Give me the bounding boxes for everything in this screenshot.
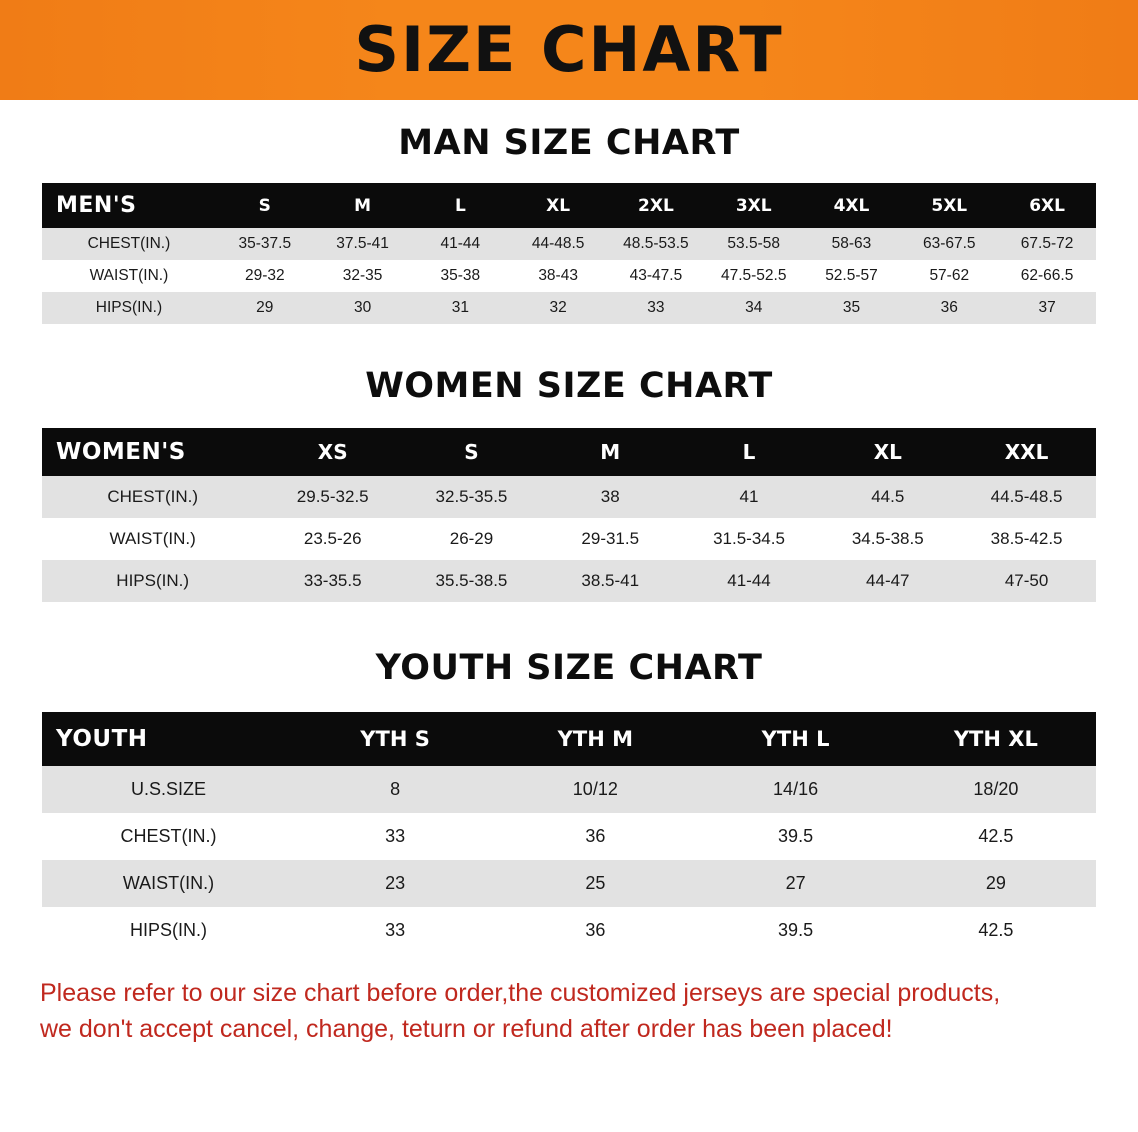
women-row-label-waist: WAIST(IN.) bbox=[42, 518, 263, 560]
women-header-m: M bbox=[541, 428, 680, 476]
table-header-row bbox=[42, 183, 1096, 228]
table-cell: 33 bbox=[295, 907, 495, 954]
table-row bbox=[42, 260, 1096, 292]
table-cell: 62-66.5 bbox=[998, 260, 1096, 292]
table-row bbox=[42, 476, 1096, 518]
table-row bbox=[42, 766, 1096, 813]
women-size-table bbox=[42, 428, 1096, 602]
table-cell: 32-35 bbox=[314, 260, 412, 292]
table-cell: 39.5 bbox=[695, 907, 895, 954]
men-header-l: L bbox=[411, 183, 509, 228]
table-cell: 14/16 bbox=[695, 766, 895, 813]
page-title: SIZE CHART bbox=[354, 13, 784, 86]
table-header-row bbox=[42, 428, 1096, 476]
table-cell: 29 bbox=[896, 860, 1096, 907]
table-cell: 41-44 bbox=[680, 560, 819, 602]
table-row bbox=[42, 860, 1096, 907]
table-cell: 44.5-48.5 bbox=[957, 476, 1096, 518]
women-header-xs: XS bbox=[263, 428, 402, 476]
men-header-5xl: 5XL bbox=[900, 183, 998, 228]
youth-header-l: YTH L bbox=[695, 712, 895, 766]
table-cell: 33-35.5 bbox=[263, 560, 402, 602]
table-cell: 44-48.5 bbox=[509, 228, 607, 260]
table-cell: 25 bbox=[495, 860, 695, 907]
table-cell: 43-47.5 bbox=[607, 260, 705, 292]
table-cell: 38.5-42.5 bbox=[957, 518, 1096, 560]
table-cell: 47.5-52.5 bbox=[705, 260, 803, 292]
men-header-3xl: 3XL bbox=[705, 183, 803, 228]
table-cell: 58-63 bbox=[803, 228, 901, 260]
man-section-title: MAN SIZE CHART bbox=[398, 123, 740, 163]
table-cell: 38.5-41 bbox=[541, 560, 680, 602]
table-cell: 29-32 bbox=[216, 260, 314, 292]
men-header-2xl: 2XL bbox=[607, 183, 705, 228]
table-cell: 37.5-41 bbox=[314, 228, 412, 260]
table-cell: 36 bbox=[900, 292, 998, 324]
youth-row-label-waist: WAIST(IN.) bbox=[42, 860, 295, 907]
youth-row-label-chest: CHEST(IN.) bbox=[42, 813, 295, 860]
table-cell: 23.5-26 bbox=[263, 518, 402, 560]
table-cell: 42.5 bbox=[896, 813, 1096, 860]
men-row-label-waist: WAIST(IN.) bbox=[42, 260, 216, 292]
table-cell: 41 bbox=[680, 476, 819, 518]
table-cell: 10/12 bbox=[495, 766, 695, 813]
youth-header-label: YOUTH bbox=[42, 712, 295, 766]
table-cell: 53.5-58 bbox=[705, 228, 803, 260]
table-cell: 67.5-72 bbox=[998, 228, 1096, 260]
table-cell: 41-44 bbox=[411, 228, 509, 260]
table-cell: 57-62 bbox=[900, 260, 998, 292]
table-row bbox=[42, 907, 1096, 954]
women-header-label: WOMEN'S bbox=[42, 428, 263, 476]
table-cell: 8 bbox=[295, 766, 495, 813]
men-header-6xl: 6XL bbox=[998, 183, 1096, 228]
table-cell: 29-31.5 bbox=[541, 518, 680, 560]
women-header-s: S bbox=[402, 428, 541, 476]
order-policy-note-line2: we don't accept cancel, change, teturn or refund after order has been placed! bbox=[40, 1014, 893, 1043]
table-cell: 33 bbox=[607, 292, 705, 324]
table-cell: 35-37.5 bbox=[216, 228, 314, 260]
table-cell: 44-47 bbox=[818, 560, 957, 602]
youth-row-label-hips: HIPS(IN.) bbox=[42, 907, 295, 954]
table-cell: 35-38 bbox=[411, 260, 509, 292]
women-header-xxl: XXL bbox=[957, 428, 1096, 476]
men-header-m: M bbox=[314, 183, 412, 228]
table-cell: 47-50 bbox=[957, 560, 1096, 602]
youth-size-table-wrap bbox=[42, 712, 1096, 954]
table-cell: 32.5-35.5 bbox=[402, 476, 541, 518]
men-header-xl: XL bbox=[509, 183, 607, 228]
table-cell: 63-67.5 bbox=[900, 228, 998, 260]
table-row bbox=[42, 292, 1096, 324]
table-cell: 48.5-53.5 bbox=[607, 228, 705, 260]
table-cell: 36 bbox=[495, 813, 695, 860]
table-cell: 26-29 bbox=[402, 518, 541, 560]
table-row bbox=[42, 560, 1096, 602]
table-cell: 39.5 bbox=[695, 813, 895, 860]
youth-header-s: YTH S bbox=[295, 712, 495, 766]
table-cell: 29 bbox=[216, 292, 314, 324]
size-chart-banner bbox=[0, 0, 1138, 100]
table-row bbox=[42, 813, 1096, 860]
table-cell: 44.5 bbox=[818, 476, 957, 518]
order-policy-note-line1: Please refer to our size chart before order,the customized jerseys are special products, bbox=[40, 979, 1001, 1007]
table-cell: 29.5-32.5 bbox=[263, 476, 402, 518]
men-header-4xl: 4XL bbox=[803, 183, 901, 228]
table-row bbox=[42, 518, 1096, 560]
table-cell: 38-43 bbox=[509, 260, 607, 292]
table-cell: 52.5-57 bbox=[803, 260, 901, 292]
table-cell: 37 bbox=[998, 292, 1096, 324]
women-header-l: L bbox=[680, 428, 819, 476]
man-size-table-wrap bbox=[42, 183, 1096, 324]
youth-section-title: YOUTH SIZE CHART bbox=[375, 648, 763, 688]
table-cell: 42.5 bbox=[896, 907, 1096, 954]
table-cell: 34.5-38.5 bbox=[818, 518, 957, 560]
table-cell: 23 bbox=[295, 860, 495, 907]
man-size-table bbox=[42, 183, 1096, 324]
table-cell: 33 bbox=[295, 813, 495, 860]
table-cell: 18/20 bbox=[896, 766, 1096, 813]
women-row-label-hips: HIPS(IN.) bbox=[42, 560, 263, 602]
table-cell: 27 bbox=[695, 860, 895, 907]
table-row bbox=[42, 228, 1096, 260]
men-row-label-chest: CHEST(IN.) bbox=[42, 228, 216, 260]
women-section-title: WOMEN SIZE CHART bbox=[365, 366, 773, 406]
men-header-s: S bbox=[216, 183, 314, 228]
table-cell: 30 bbox=[314, 292, 412, 324]
men-header-label: MEN'S bbox=[42, 183, 216, 228]
table-cell: 36 bbox=[495, 907, 695, 954]
women-header-xl: XL bbox=[818, 428, 957, 476]
youth-size-table bbox=[42, 712, 1096, 954]
men-row-label-hips: HIPS(IN.) bbox=[42, 292, 216, 324]
women-row-label-chest: CHEST(IN.) bbox=[42, 476, 263, 518]
table-cell: 31.5-34.5 bbox=[680, 518, 819, 560]
table-cell: 34 bbox=[705, 292, 803, 324]
youth-header-xl: YTH XL bbox=[896, 712, 1096, 766]
youth-row-label-us-size: U.S.SIZE bbox=[42, 766, 295, 813]
table-cell: 35.5-38.5 bbox=[402, 560, 541, 602]
table-cell: 32 bbox=[509, 292, 607, 324]
table-cell: 38 bbox=[541, 476, 680, 518]
table-cell: 35 bbox=[803, 292, 901, 324]
women-size-table-wrap bbox=[42, 428, 1096, 602]
youth-header-m: YTH M bbox=[495, 712, 695, 766]
table-header-row bbox=[42, 712, 1096, 766]
table-cell: 31 bbox=[411, 292, 509, 324]
order-policy-note bbox=[40, 976, 1098, 1047]
